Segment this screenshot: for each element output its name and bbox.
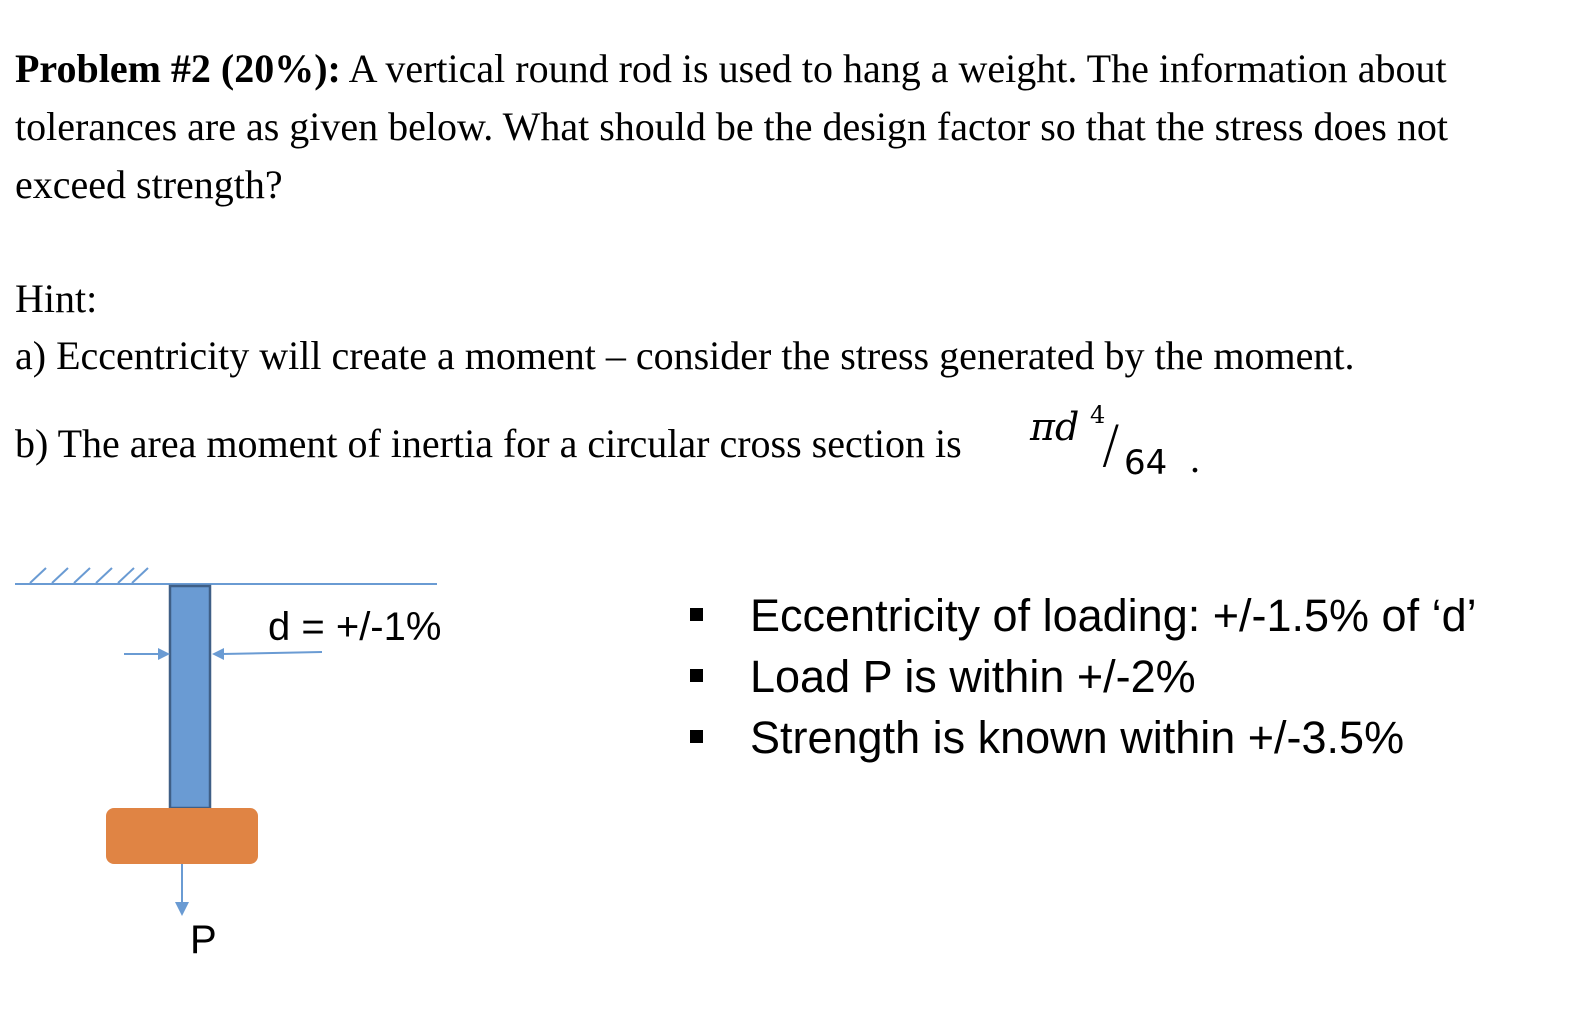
load-arrowhead bbox=[175, 902, 189, 916]
square-bullet-icon bbox=[690, 669, 703, 682]
hint-b: b) The area moment of inertia for a circular cross section is bbox=[15, 421, 962, 466]
dimension-arrowhead-left bbox=[158, 648, 170, 660]
tolerance-load: Load P is within +/-2% bbox=[750, 651, 1196, 702]
formula-denominator: 64 bbox=[1124, 443, 1168, 483]
weight-block bbox=[106, 808, 258, 864]
problem-text: A vertical round rod is used to hang a weight. The information about tolerances are as given below. What should be the design factor so that the stress does not exceed strength? bbox=[15, 46, 1448, 207]
problem-statement bbox=[15, 40, 1560, 214]
problem-title: Problem #2 (20%): bbox=[15, 46, 341, 91]
formula-period: . bbox=[1190, 436, 1200, 481]
square-bullet-icon bbox=[690, 608, 703, 621]
hint-a: a) Eccentricity will create a moment – consider the stress generated by the moment. bbox=[15, 333, 1355, 378]
formula-slash: / bbox=[1102, 415, 1120, 475]
tolerance-strength: Strength is known within +/-3.5% bbox=[750, 712, 1405, 763]
diameter-tolerance-label: d = +/-1% bbox=[268, 605, 442, 649]
rod bbox=[170, 586, 210, 808]
tolerance-eccentricity: Eccentricity of loading: +/-1.5% of ‘d’ bbox=[750, 590, 1477, 641]
formula-exponent: 4 bbox=[1090, 401, 1106, 429]
dimension-arrowhead-right bbox=[212, 648, 224, 660]
dimension-arrow-right bbox=[222, 652, 322, 654]
hint-label: Hint: bbox=[15, 276, 98, 321]
ceiling-hatch bbox=[30, 568, 148, 583]
moment-of-inertia-formula bbox=[1030, 401, 1210, 495]
formula-numerator: πd bbox=[1030, 405, 1080, 449]
square-bullet-icon bbox=[690, 730, 703, 743]
load-label: P bbox=[190, 918, 217, 962]
